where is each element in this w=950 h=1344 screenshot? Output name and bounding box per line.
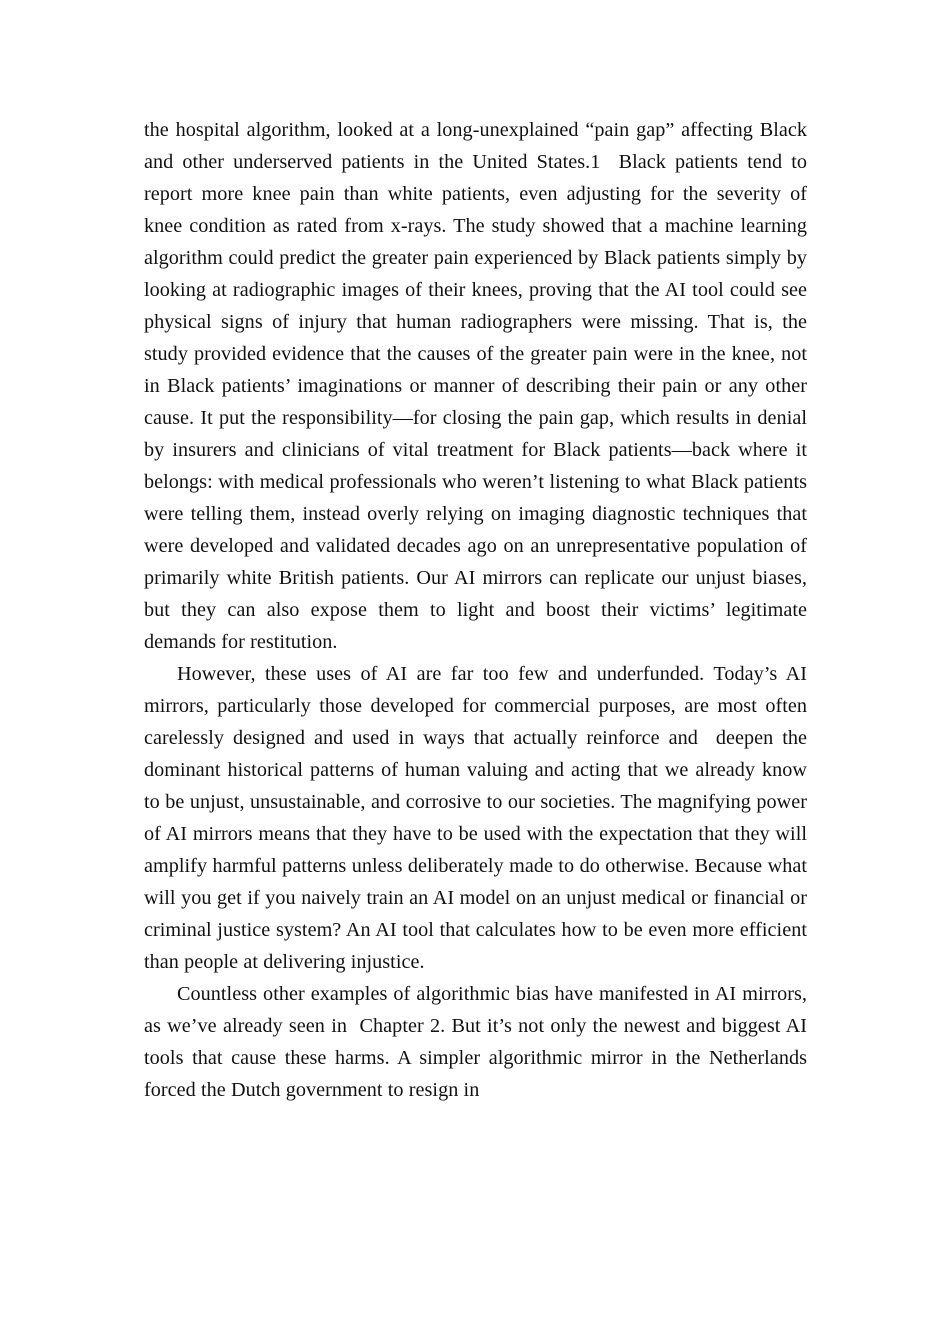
paragraph-countless: Countless other examples of algorithmic bias have manifested in AI mirrors, as we’ve already seen in Chapter 2. But it’s not only the newest and biggest AI tools that cause these harms. A simpler algorithmic mirror in the Netherlands forced the Dutch government to resign in: [144, 983, 813, 1101]
paragraph-however: However, these uses of AI are far too few and underfunded. Today’s AI mirrors, particularly those developed for commercial purposes, are most often carelessly designed and used in ways that actually reinforce and deepen the dominant historical patterns of human valuing and acting that we already know to be unjust, unsustainable, and corrosive to our societies. The magnifying power of AI mirrors means that they have to be used with the expectation that they will amplify harmful patterns unless deliberately made to do otherwise. Because what will you get if you naively train an AI model on an unjust medical or financial or criminal justice system? An AI tool that calculates how to be even more efficient than people at delivering injustice.: [144, 663, 813, 973]
body-text-column: [144, 114, 818, 1106]
paragraph-continuation: the hospital algorithm, looked at a long-unexplained “pain gap” affecting Black and other underserved patients in the United States.1 Black patients tend to report more knee pain than white patients, even adjusting for the severity of knee condition as rated from x-rays. The study showed that a machine learning algorithm could predict the greater pain experienced by Black patients simply by looking at radiographic images of their knees, proving that the AI tool could see physical signs of injury that human radiographers were missing. That is, the study provided evidence that the causes of the greater pain were in the knee, not in Black patients’ imaginations or manner of describing their pain or any other cause. It put the responsibility—for closing the pain gap, which results in denial by insurers and clinicians of vital treatment for Black patients—back where it belongs: with medical professionals who weren’t listening to what Black patients were telling them, instead overly relying on imaging diagnostic techniques that were developed and validated decades ago on an unrepresentative population of primarily white British patients. Our AI mirrors can replicate our unjust biases, but they can also expose them to light and boost their victims’ legitimate demands for restitution.: [144, 119, 818, 653]
